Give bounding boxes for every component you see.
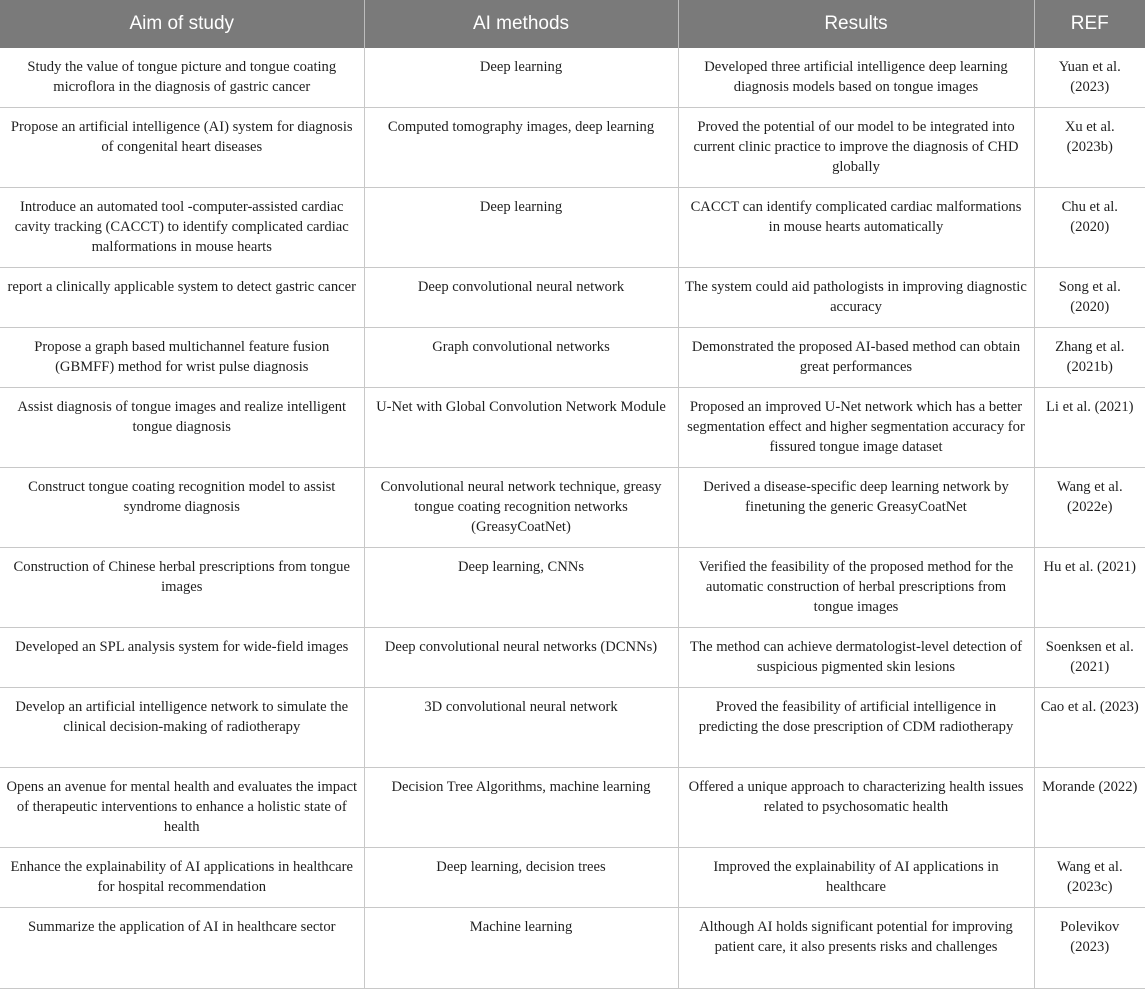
cell-ref: Polevikov (2023) [1034, 908, 1145, 989]
cell-methods: 3D convolutional neural network [364, 688, 678, 768]
cell-results: Although AI holds significant potential for improving patient care, it also presents risks and challenges [678, 908, 1034, 989]
cell-ref: Li et al. (2021) [1034, 388, 1145, 468]
cell-aim: Construct tongue coating recognition model to assist syndrome diagnosis [0, 468, 364, 548]
cell-ref: Xu et al. (2023b) [1034, 108, 1145, 188]
cell-ref: Cao et al. (2023) [1034, 688, 1145, 768]
header-aim: Aim of study [0, 0, 364, 48]
cell-aim: report a clinically applicable system to detect gastric cancer [0, 268, 364, 328]
table-row [0, 908, 1145, 989]
cell-ref: Wang et al. (2023c) [1034, 848, 1145, 908]
table-row [0, 108, 1145, 188]
table-row [0, 548, 1145, 628]
cell-methods: Deep learning [364, 48, 678, 108]
table-row [0, 48, 1145, 108]
table-row [0, 468, 1145, 548]
table-row [0, 268, 1145, 328]
cell-results: Proved the feasibility of artificial intelligence in predicting the dose prescription of CDM radiotherapy [678, 688, 1034, 768]
header-results: Results [678, 0, 1034, 48]
cell-ref: Yuan et al. (2023) [1034, 48, 1145, 108]
cell-results: Offered a unique approach to characterizing health issues related to psychosomatic health [678, 768, 1034, 848]
header-ref: REF [1034, 0, 1145, 48]
cell-methods: Computed tomography images, deep learning [364, 108, 678, 188]
cell-aim: Introduce an automated tool -computer-assisted cardiac cavity tracking (CACCT) to identify complicated cardiac malformations in mouse hearts [0, 188, 364, 268]
table-row [0, 388, 1145, 468]
cell-results: CACCT can identify complicated cardiac malformations in mouse hearts automatically [678, 188, 1034, 268]
cell-methods: Decision Tree Algorithms, machine learning [364, 768, 678, 848]
cell-aim: Opens an avenue for mental health and evaluates the impact of therapeutic interventions to enhance a holistic state of health [0, 768, 364, 848]
header-methods: AI methods [364, 0, 678, 48]
cell-methods: U-Net with Global Convolution Network Module [364, 388, 678, 468]
cell-results: The system could aid pathologists in improving diagnostic accuracy [678, 268, 1034, 328]
cell-ref: Wang et al. (2022e) [1034, 468, 1145, 548]
cell-results: Improved the explainability of AI applications in healthcare [678, 848, 1034, 908]
cell-aim: Propose an artificial intelligence (AI) system for diagnosis of congenital heart diseases [0, 108, 364, 188]
cell-results: Demonstrated the proposed AI-based method can obtain great performances [678, 328, 1034, 388]
cell-methods: Deep learning, decision trees [364, 848, 678, 908]
cell-methods: Deep convolutional neural networks (DCNNs) [364, 628, 678, 688]
cell-methods: Machine learning [364, 908, 678, 989]
cell-results: Derived a disease-specific deep learning network by finetuning the generic GreasyCoatNet [678, 468, 1034, 548]
table-row [0, 768, 1145, 848]
cell-aim: Construction of Chinese herbal prescriptions from tongue images [0, 548, 364, 628]
cell-ref: Hu et al. (2021) [1034, 548, 1145, 628]
cell-results: Verified the feasibility of the proposed method for the automatic construction of herbal prescriptions from tongue images [678, 548, 1034, 628]
table-row [0, 848, 1145, 908]
cell-methods: Deep convolutional neural network [364, 268, 678, 328]
cell-aim: Assist diagnosis of tongue images and realize intelligent tongue diagnosis [0, 388, 364, 468]
cell-ref: Chu et al. (2020) [1034, 188, 1145, 268]
cell-results: Developed three artificial intelligence deep learning diagnosis models based on tongue images [678, 48, 1034, 108]
cell-ref: Morande (2022) [1034, 768, 1145, 848]
cell-aim: Developed an SPL analysis system for wide-field images [0, 628, 364, 688]
cell-aim: Enhance the explainability of AI applications in healthcare for hospital recommendation [0, 848, 364, 908]
table-row [0, 688, 1145, 768]
cell-results: Proposed an improved U-Net network which has a better segmentation effect and higher segmentation accuracy for fissured tongue image dataset [678, 388, 1034, 468]
table-row [0, 328, 1145, 388]
cell-ref: Soenksen et al. (2021) [1034, 628, 1145, 688]
cell-aim: Summarize the application of AI in healthcare sector [0, 908, 364, 989]
cell-methods: Convolutional neural network technique, greasy tongue coating recognition networks (GreasyCoatNet) [364, 468, 678, 548]
cell-aim: Develop an artificial intelligence network to simulate the clinical decision-making of radiotherapy [0, 688, 364, 768]
cell-ref: Zhang et al. (2021b) [1034, 328, 1145, 388]
table-row [0, 628, 1145, 688]
cell-methods: Graph convolutional networks [364, 328, 678, 388]
cell-results: The method can achieve dermatologist-level detection of suspicious pigmented skin lesions [678, 628, 1034, 688]
table-row [0, 188, 1145, 268]
cell-results: Proved the potential of our model to be integrated into current clinic practice to improve the diagnosis of CHD globally [678, 108, 1034, 188]
cell-methods: Deep learning, CNNs [364, 548, 678, 628]
cell-ref: Song et al. (2020) [1034, 268, 1145, 328]
header-row [0, 0, 1145, 48]
cell-aim: Study the value of tongue picture and tongue coating microflora in the diagnosis of gastric cancer [0, 48, 364, 108]
cell-methods: Deep learning [364, 188, 678, 268]
cell-aim: Propose a graph based multichannel feature fusion (GBMFF) method for wrist pulse diagnosis [0, 328, 364, 388]
